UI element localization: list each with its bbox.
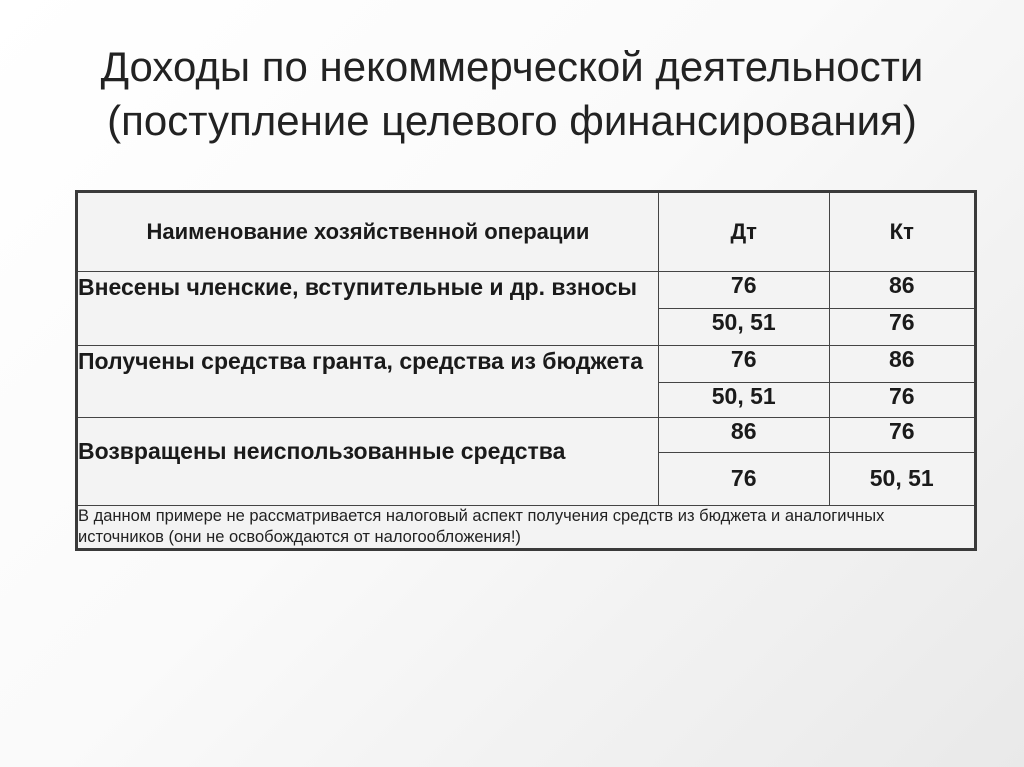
operation-name: Внесены членские, вступительные и др. взносы [77,272,659,346]
operation-name: Возвращены неиспользованные средства [77,418,659,506]
debit-account: 50, 51 [658,383,829,418]
debit-account: 76 [658,346,829,383]
slide-title-line-2: (поступление целевого финансирования) [107,97,917,144]
table-row [77,418,976,453]
table-row [77,272,976,309]
table-header-row [77,192,976,272]
header-debit: Дт [658,192,829,272]
credit-account: 76 [829,383,976,418]
debit-account: 86 [658,418,829,453]
debit-account: 76 [658,453,829,506]
operations-table [75,190,977,551]
operation-name: Получены средства гранта, средства из бюджета [77,346,659,418]
header-operation-name: Наименование хозяйственной операции [77,192,659,272]
slide-title [0,40,1024,148]
slide-title-line-1: Доходы по некоммерческой деятельности [100,43,924,90]
credit-account: 50, 51 [829,453,976,506]
credit-account: 76 [829,309,976,346]
header-credit: Кт [829,192,976,272]
credit-account: 76 [829,418,976,453]
credit-account: 86 [829,272,976,309]
note-row [77,506,976,550]
credit-account: 86 [829,346,976,383]
debit-account: 50, 51 [658,309,829,346]
table-note: В данном примере не рассматривается налоговый аспект получения средств из бюджета и аналогичных источников (они не освобождаются от налогообложения!) [77,506,976,550]
debit-account: 76 [658,272,829,309]
table-row [77,346,976,383]
